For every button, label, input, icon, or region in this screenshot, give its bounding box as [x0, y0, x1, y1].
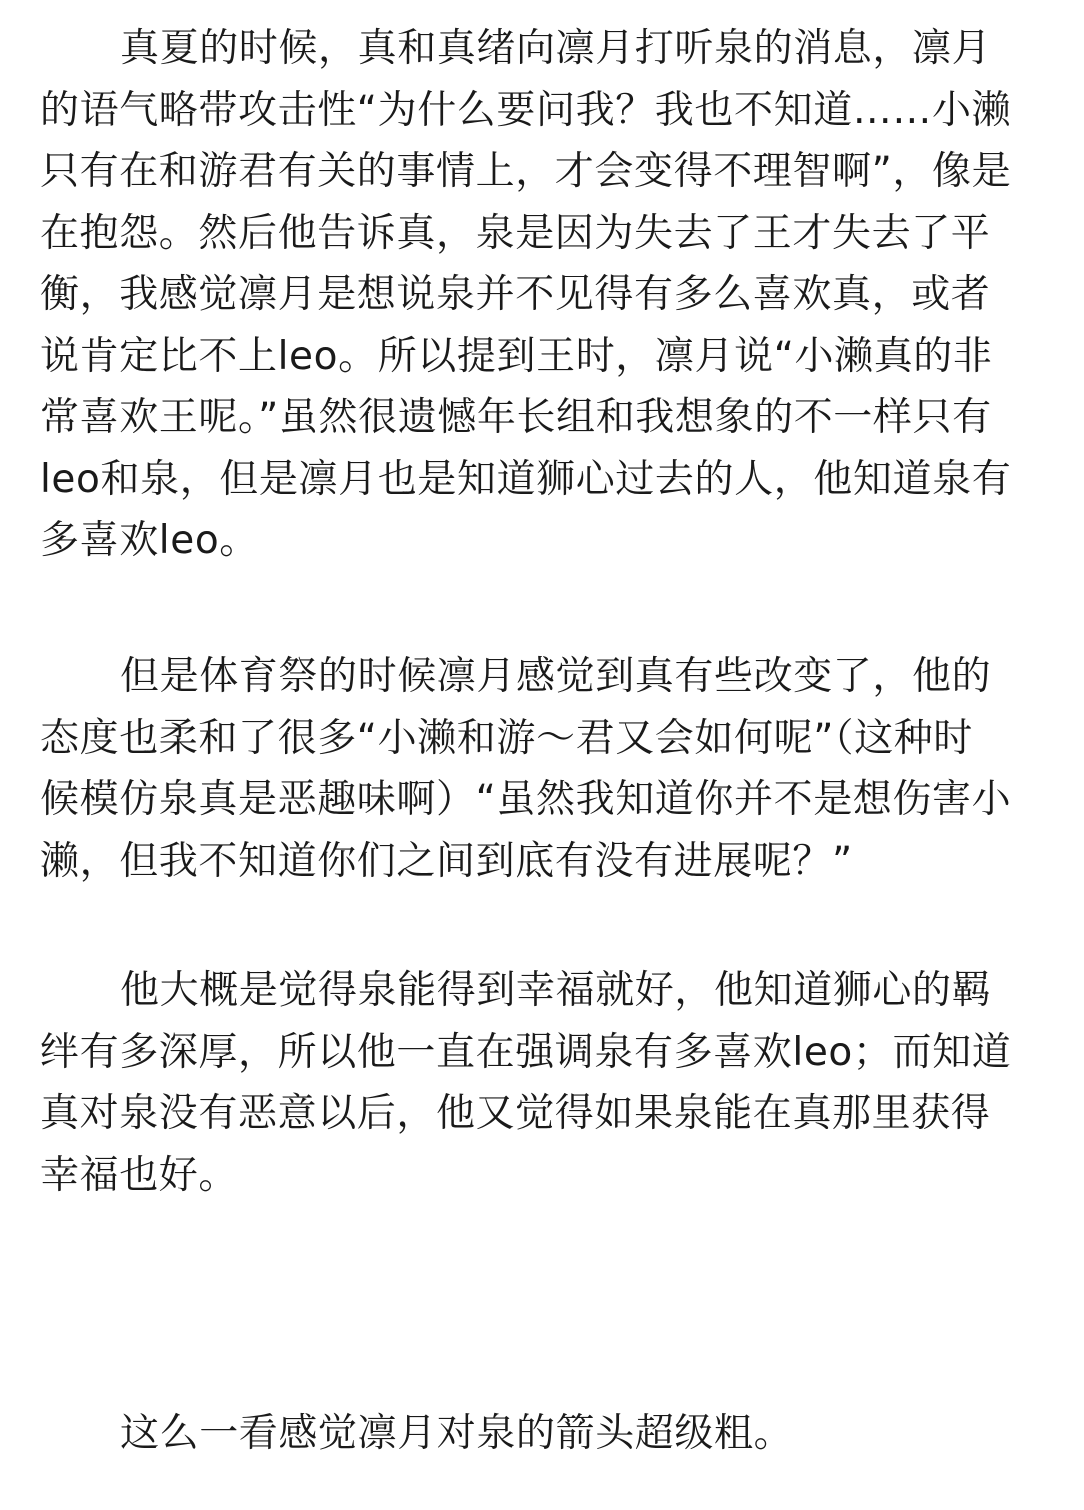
- paragraph-line: 真对泉没有恶意以后，他又觉得如果泉能在真那里获得: [40, 1091, 991, 1136]
- paragraph-line: 说肯定比不上leo。所以提到王时，凛月说“小濑真的非: [40, 333, 993, 379]
- paragraph-line: 衡，我感觉凛月是想说泉并不见得有多么喜欢真，或者: [40, 272, 991, 317]
- paragraph-line: 的语气略带攻击性“为什么要问我？我也不知道……小濑: [40, 87, 1012, 133]
- paragraph-line: 绊有多深厚，所以他一直在强调泉有多喜欢leo；而知道: [40, 1029, 1012, 1075]
- paragraph-line: 多喜欢leo。: [40, 518, 259, 563]
- paragraph-line: 态度也柔和了很多“小濑和游～君又会如何呢”（这种时: [40, 715, 973, 761]
- paragraph-line: 真夏的时候，真和真绪向凛月打听泉的消息，凛月: [120, 26, 992, 71]
- paragraph-line: 在抱怨。然后他告诉真，泉是因为失去了王才失去了平: [40, 210, 991, 256]
- paragraph-3: [40, 960, 1050, 1206]
- paragraph-line: 幸福也好。: [40, 1152, 239, 1198]
- paragraph-2: [40, 646, 1050, 892]
- paragraph-line: 候模仿泉真是恶趣味啊）“虽然我知道你并不是想伤害小: [40, 777, 1012, 822]
- paragraph-line: 这么一看感觉凛月对泉的箭头超级粗。: [120, 1411, 794, 1456]
- paragraph-4: [40, 1403, 1050, 1465]
- paragraph-line: 但是体育祭的时候凛月感觉到真有些改变了，他的: [120, 654, 992, 699]
- paragraph-1: [40, 18, 1050, 572]
- paragraph-line: leo和泉，但是凛月也是知道狮心过去的人，他知道泉有: [40, 456, 1012, 502]
- paragraph-line: 只有在和游君有关的事情上，才会变得不理智啊”，像是: [40, 149, 1012, 194]
- paragraph-line: 濑，但我不知道你们之间到底有没有进展呢？”: [40, 838, 853, 884]
- paragraph-line: 常喜欢王呢。”虽然很遗憾年长组和我想象的不一样只有: [40, 395, 992, 440]
- paragraph-line: 他大概是觉得泉能得到幸福就好，他知道狮心的羁: [120, 968, 992, 1013]
